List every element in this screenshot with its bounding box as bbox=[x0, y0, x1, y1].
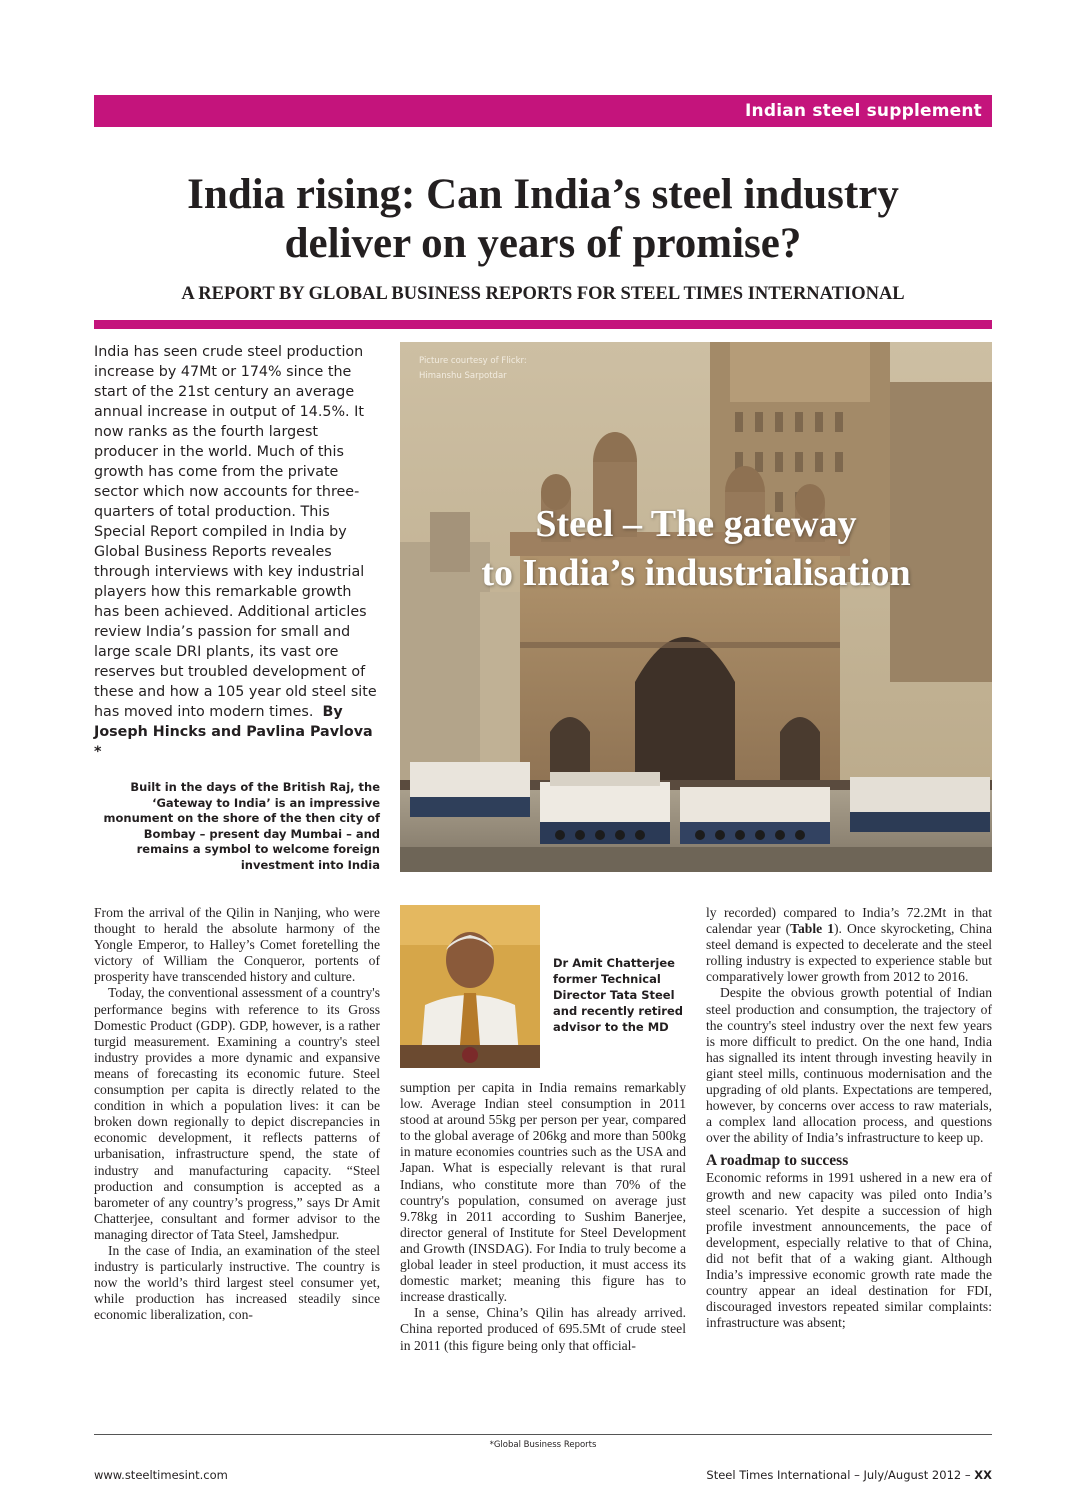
body-paragraph: sumption per capita in India remains remarkably low. Average Indian steel consumption in 2011 stood at around 55kg per person per year, compared to the global average of 206kg and more than 500kg in mature economies countries such as the USA and Japan. What is especially relevant is that rural Indians, who constitute more than 70% of the country's population, consumed on average just 9.78kg in 2011 according to Sushim Banerjee, director general of Institute for Steel Development and Growth (INSDAG). For India to truly become a global leader in steel production, it must access its domestic market; meaning this figure has to increase drastically. bbox=[400, 1080, 686, 1305]
section-label: Indian steel supplement bbox=[745, 101, 982, 121]
footer-url: www.steeltimesint.com bbox=[94, 1468, 228, 1482]
footer-issue bbox=[706, 1468, 992, 1482]
footnote-rule bbox=[94, 1434, 992, 1435]
photo-credit-line-1: Picture courtesy of Flickr: bbox=[419, 356, 527, 366]
headline-line-1: India rising: Can India’s steel industry bbox=[187, 171, 899, 218]
body-text: ). Once skyrocketing, China steel demand is expected to decelerate and the steel rolling industry is expected to experience stable but comparatively lower growth from 2012 to 2016. bbox=[706, 921, 993, 985]
portrait-illustration bbox=[400, 905, 540, 1068]
body-paragraph: From the arrival of the Qilin in Nanjing, who were thought to herald the absolute harmony of the Yongle Emperor, to Halley’s Comet foretelling the victory of William the Conqueror, portents of prosperity have transcended history and culture. bbox=[94, 905, 380, 985]
section-banner bbox=[94, 95, 992, 127]
feature-title-line-2: to India’s industrialisation bbox=[481, 552, 911, 594]
byline: By Joseph Hincks and Pavlina Pavlova * bbox=[94, 704, 373, 760]
body-paragraph: Today, the conventional assessment of a country's performance begins with reference to its Gross Domestic Product (GDP). GDP, however, is a rather turgid measurement. Examining a country's steel industry provides a more dynamic and expansive means of forecasting its economic future. Steel consumption per capita is directly related to the condition in which a population lives: it can be broken down regionally to depict discrepancies in economic development, it reflects patterns of urbanisation, infrastructure spend, the state of industry and manufacturing capacity. “Steel production and consumption is accepted as a barometer of any country’s progress,” says Dr Amit Chatterjee, consultant and former advisor to the managing director of Tata Steel, Jamshedpur. bbox=[94, 985, 380, 1242]
photo-credit-line-2: Himanshu Sarpotdar bbox=[419, 371, 507, 381]
hero-caption: Built in the days of the British Raj, the ‘Gateway to India’ is an impressive monument on the shore of the then city of Bombay – present day Mumbai – and remains a symbol to welcome foreign investment into India bbox=[103, 780, 380, 872]
intro-text: India has seen crude steel production increase by 47Mt or 174% since the start of the 21st century an average annual increase in output of 14.5%. It now ranks as the fourth largest producer in the world. Much of this growth has come from the private sector which now accounts for three-quarters of total production. This Special Report compiled in India by Global Business Reports reveales through interviews with key industrial players how this remarkable growth has been achieved. Additional articles review India’s passion for small and large scale DRI plants, its vast ore reserves but troubled development of these and how a 105 year old steel site has moved into modern times. bbox=[94, 344, 377, 720]
intro-paragraph bbox=[94, 342, 380, 762]
body-column-2 bbox=[400, 1080, 686, 1354]
body-column-1 bbox=[94, 905, 380, 1323]
header-divider bbox=[94, 320, 992, 329]
body-paragraph: In the case of India, an examination of the steel industry is particularly instructive. The country is now the world’s third largest steel consumer yet, while production has increased steadily since economic liberalization, con- bbox=[94, 1242, 380, 1323]
amit-chatterjee-portrait bbox=[400, 905, 540, 1068]
subheading: A roadmap to success bbox=[706, 1152, 849, 1170]
table-reference: Table 1 bbox=[790, 921, 835, 937]
body-paragraph: Economic reforms in 1991 ushered in a new era of growth and new capacity was piled onto India’s steel scenario. Yet despite a succession of high profile investment announcements, the pace of development, especially relative to that of China, did not befit that of a waking giant. Although India’s impressive economic growth rate made the country appear an ideal destination for FDI, discouraged investors repeated similar complaints: infrastructure was absent; bbox=[706, 1170, 992, 1331]
portrait-caption: Dr Amit Chatterjee former Technical Director Tata Steel and recently retired advisor to the MD bbox=[553, 956, 684, 1034]
article-headline bbox=[94, 170, 992, 268]
photo-credit bbox=[419, 354, 527, 384]
body-paragraph: Despite the obvious growth potential of Indian steel production and consumption, the trajectory of the country's steel industry over the next few years is more difficult to predict. On the one hand, India has signalled its intent through investing heavily in giant steel mills, continuous modernisation and the upgrading of old plants. Expectations are tempered, however, by concerns over access to raw materials, a complex land allocation process, and questions over the ability of India’s infrastructure to keep up. bbox=[706, 985, 992, 1146]
gateway-of-india-photo bbox=[400, 342, 992, 872]
gateway-illustration bbox=[400, 342, 992, 872]
body-paragraph: In a sense, China’s Qilin has already arrived. China reported produced of 695.5Mt of crude steel in 2011 (this figure being only that official- bbox=[400, 1305, 686, 1353]
footnote: *Global Business Reports bbox=[489, 1440, 597, 1450]
body-text: ly recorded) compared to India’s 72.2Mt in that calendar year ( bbox=[706, 905, 992, 937]
page-number: XX bbox=[974, 1468, 992, 1482]
body-paragraph bbox=[706, 905, 992, 985]
headline-line-2: deliver on years of promise? bbox=[284, 220, 802, 267]
footer-issue-text: Steel Times International – July/August 2012 – bbox=[706, 1468, 971, 1482]
standfirst: A REPORT BY GLOBAL BUSINESS REPORTS FOR STEEL TIMES INTERNATIONAL bbox=[181, 284, 905, 304]
body-column-3 bbox=[706, 905, 992, 1331]
feature-title bbox=[400, 500, 992, 598]
feature-title-line-1: Steel – The gateway bbox=[535, 503, 857, 545]
